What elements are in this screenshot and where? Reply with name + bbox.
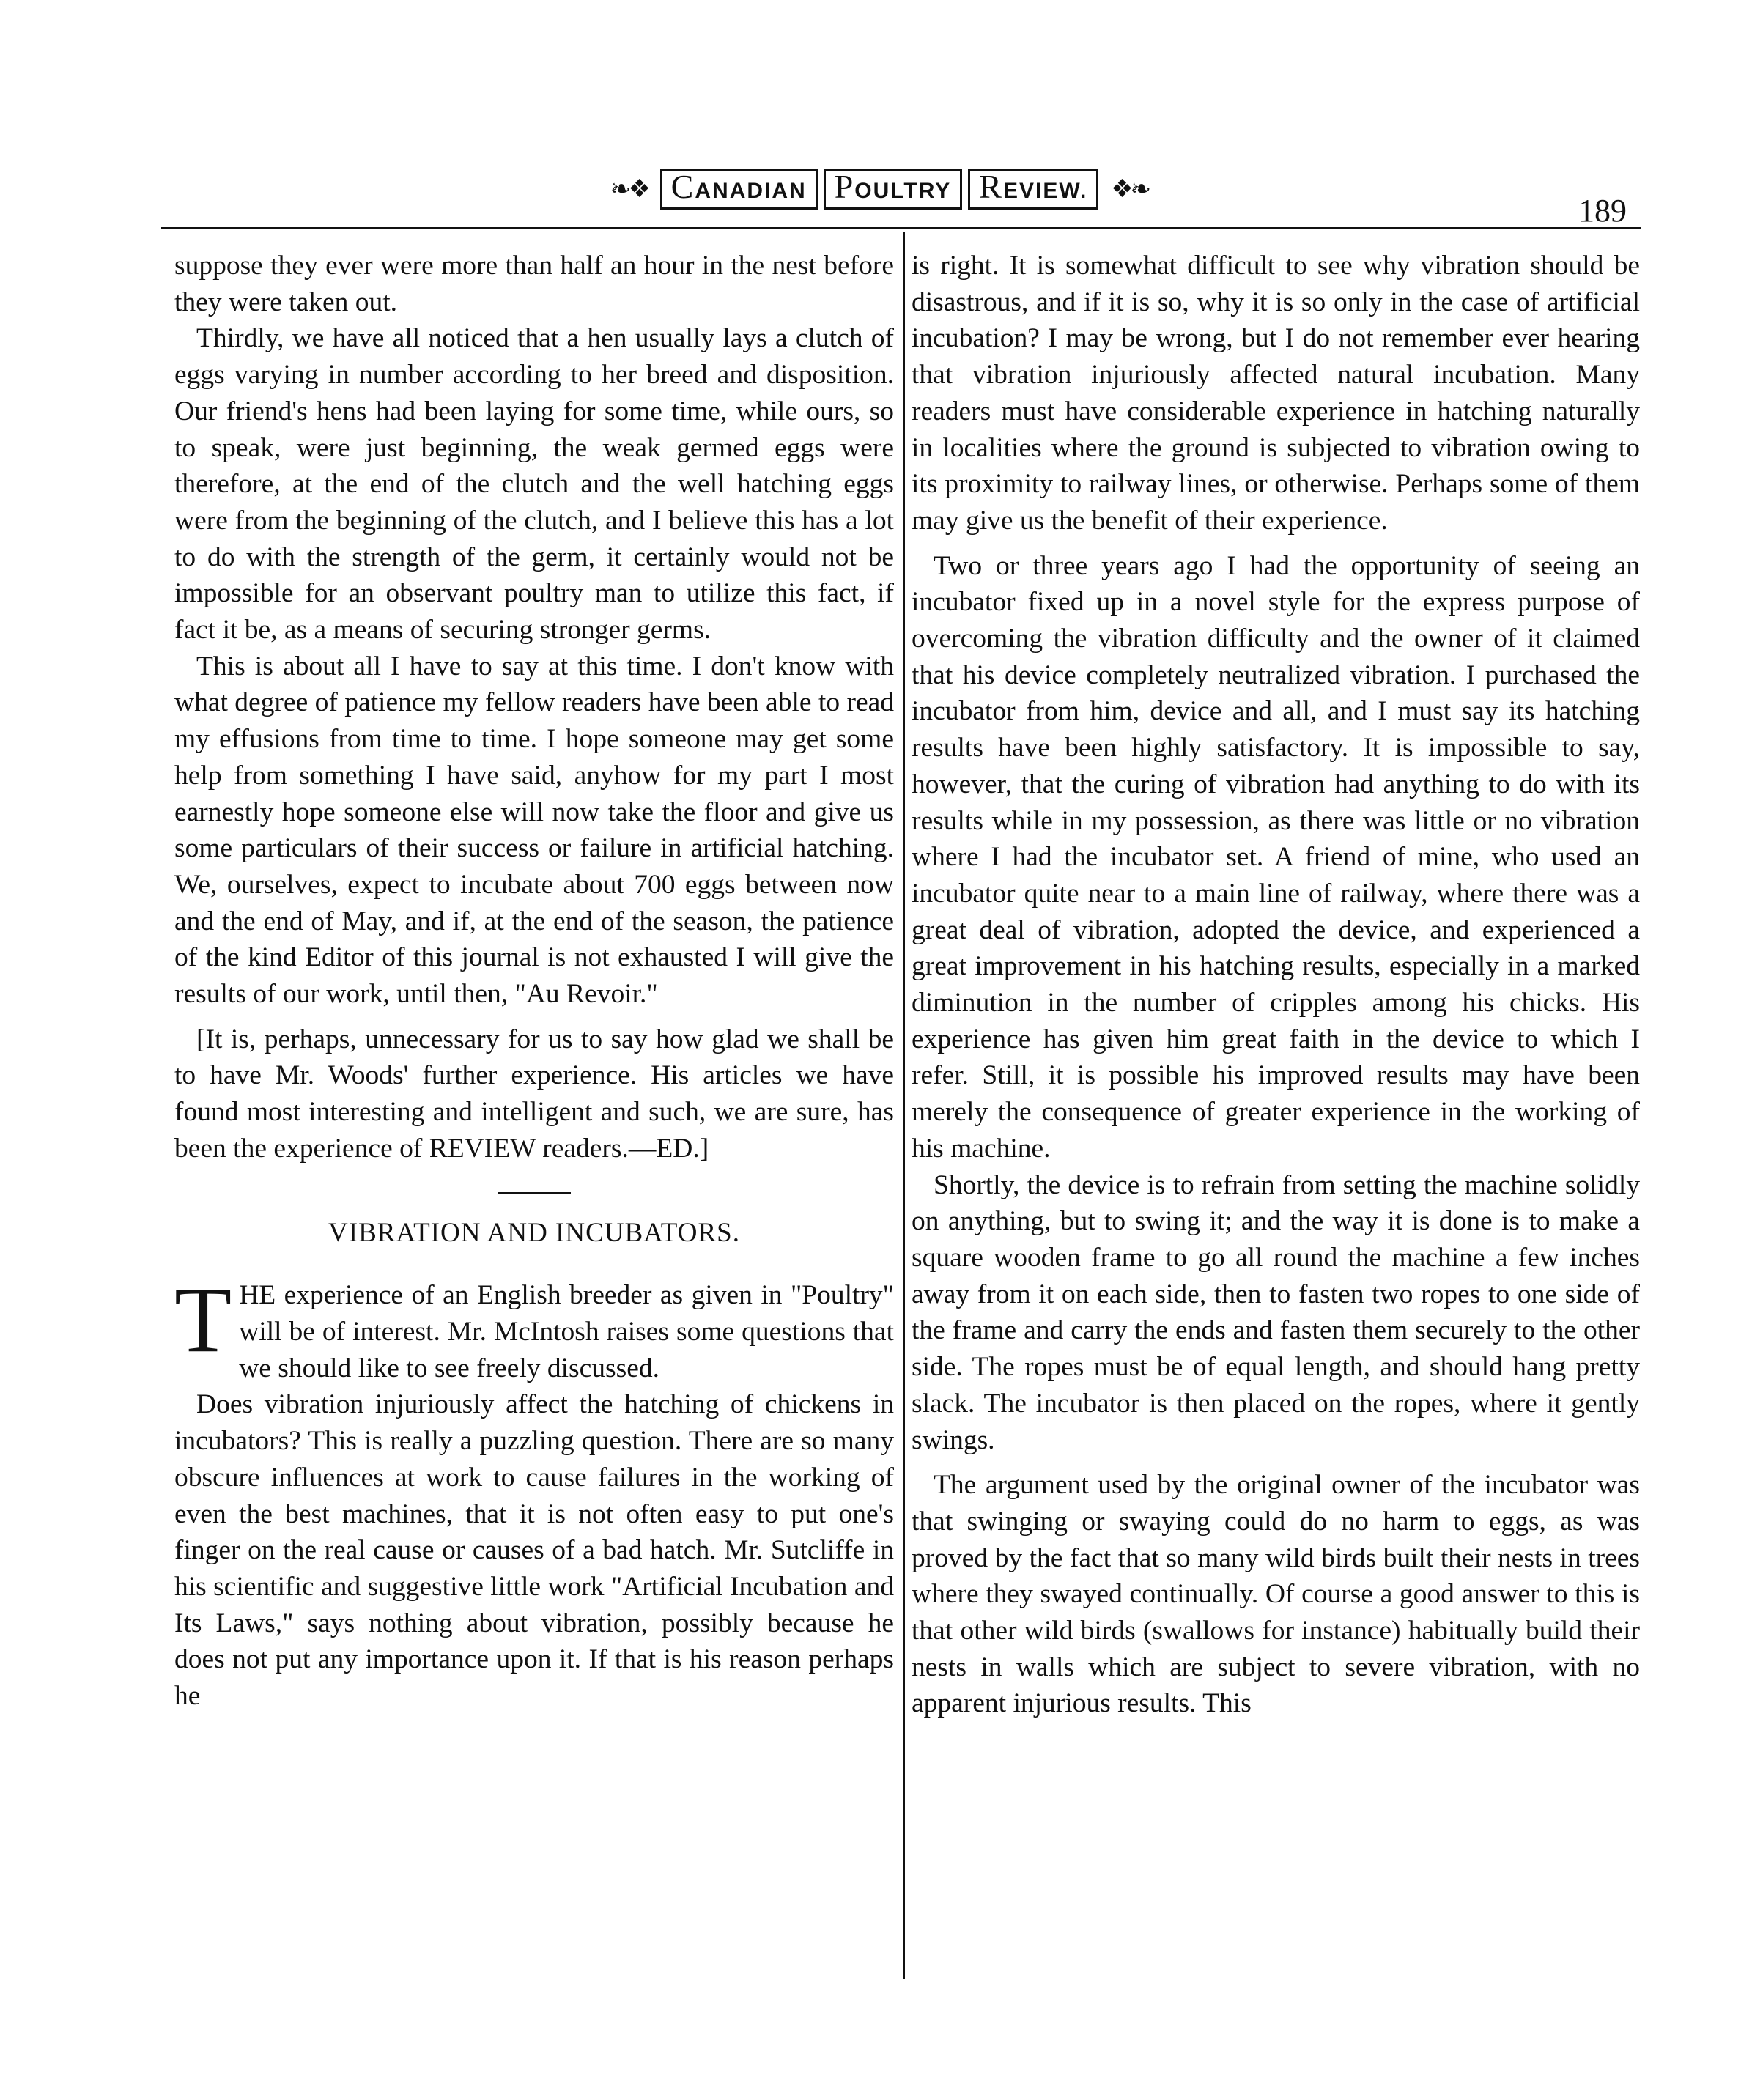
column-divider — [903, 232, 905, 1979]
masthead-word-review: REVIEW. — [968, 169, 1098, 210]
paragraph: suppose they ever were more than half an hour in the nest before they were taken out. — [174, 251, 894, 317]
paragraph: is right. It is somewhat difficult to see why vibration should be disastrous, and if it is so, why it is so only in the case of artificial incubation? I may be wrong, but I do not remember ever hearing that vibration injuriously affected natural incubation. Many readers must have considerable experience in hatching naturally in localities where the ground is subjected to vibration owing to its proximity to railway lines, or otherwise. Perhaps some of them may give us the benefit of their experience. — [912, 251, 1640, 536]
ornament-right: ❖❧ — [1111, 176, 1149, 203]
paragraph: Does vibration injuriously affect the hatching of chickens in incubators? This is really a puzzling question. There are so many obscure influences at work to cause failures in the working of even the best machines, that it is not often easy to put one's finger on the real cause or causes of a bad hatch. Mr. Sutcliffe in his scientific and suggestive little work "Artificial Incubation and Its Laws," says nothing about vibration, possibly because he does not put any importance upon it. If that is his reason perhaps he — [174, 1389, 894, 1712]
intro-text: HE experience of an English breeder as given in "Poultry" will be of interest. Mr. McIntosh raises some questions that we should like to see freely discussed. — [239, 1280, 894, 1383]
paragraph: Shortly, the device is to refrain from setting the machine solidly on anything, but to swing it; and the way it is done is to make a square wooden frame to go all round the machine a few inches away from it on each side, then to fasten two ropes to one side of the frame and carry the ends and fasten them securely to the other side. The ropes must be of equal length, and should hang pretty slack. The incubator is then placed on the ropes, where it gently swings. — [912, 1169, 1640, 1455]
masthead-word-canadian: CANADIAN — [660, 169, 818, 210]
ornament-left: ❧❖ — [610, 176, 648, 203]
section-title: VIBRATION AND INCUBATORS. — [328, 1217, 740, 1248]
paragraph: The argument used by the original owner of the incubator was that swinging or swaying could do no harm to eggs, as was proved by the fact that so many wild birds built their nests in trees where they swayed continually. Of course a good answer to this is that other wild birds (swallows for instance) habitually build their nests in walls which are subject to severe vibration, with no apparent injurious results. This — [912, 1470, 1640, 1719]
right-column — [912, 248, 1640, 1722]
intro-paragraph — [174, 1268, 894, 1386]
left-column — [174, 248, 894, 1715]
paragraph: Thirdly, we have all noticed that a hen usually lays a clutch of eggs varying in number according to her breed and disposition. Our friend's hens had been laying for some time, while ours, so to speak, were just beginning, the weak germed eggs were therefore, at the end of the clutch and the well hatching eggs were from the beginning of the clutch, and I believe this has a lot to do with the strength of the germ, it certainly would not be impossible for an observant poultry man to utilize this fact, if fact it be, as a means of securing stronger germs. — [174, 323, 894, 646]
section-divider — [498, 1192, 571, 1194]
editor-note: [It is, perhaps, unnecessary for us to say how glad we shall be to have Mr. Woods' further experience. His articles we have found most interesting and intelligent and such, we are sure, has been the experience of REVIEW readers.—ED.] — [174, 1024, 894, 1164]
page-number: 189 — [1578, 193, 1627, 229]
drop-cap: T — [174, 1268, 232, 1372]
header-rule — [161, 227, 1641, 229]
paragraph: Two or three years ago I had the opportunity of seeing an incubator fixed up in a novel style for the express purpose of overcoming the vibration difficulty and the owner of it claimed that his device completely neutralized vibration. I purchased the incubator from him, device and all, and I must say its hatching results have been highly satisfactory. It is impossible to say, however, that the curing of vibration had anything to do with its results while in my possession, as there was little or no vibration where I had the incubator set. A friend of mine, who used an incubator quite near to a main line of railway, where there was a great deal of vibration, adopted the device, and experienced a great improvement in his hatching results, especially in a marked diminution in the number of cripples among his chicks. His experience has given him great faith in the device to which I refer. Still, it is possible his improved results may have been merely the consequence of greater experience in the working of his machine. — [912, 550, 1640, 1164]
paragraph: This is about all I have to say at this time. I don't know with what degree of patience my fellow readers have been able to read my effusions from time to time. I hope someone may get some help from something I have said, anyhow for my part I most earnestly hope someone else will now take the floor and give us some particulars of their success or failure in artificial hatching. We, ourselves, expect to incubate about 700 eggs between now and the end of May, and if, at the end of the season, the patience of the kind Editor of this journal is not exhausted I will give the results of our work, until then, "Au Revoir." — [174, 651, 894, 1010]
masthead-word-poultry: POULTRY — [824, 169, 963, 210]
masthead — [601, 167, 1158, 211]
